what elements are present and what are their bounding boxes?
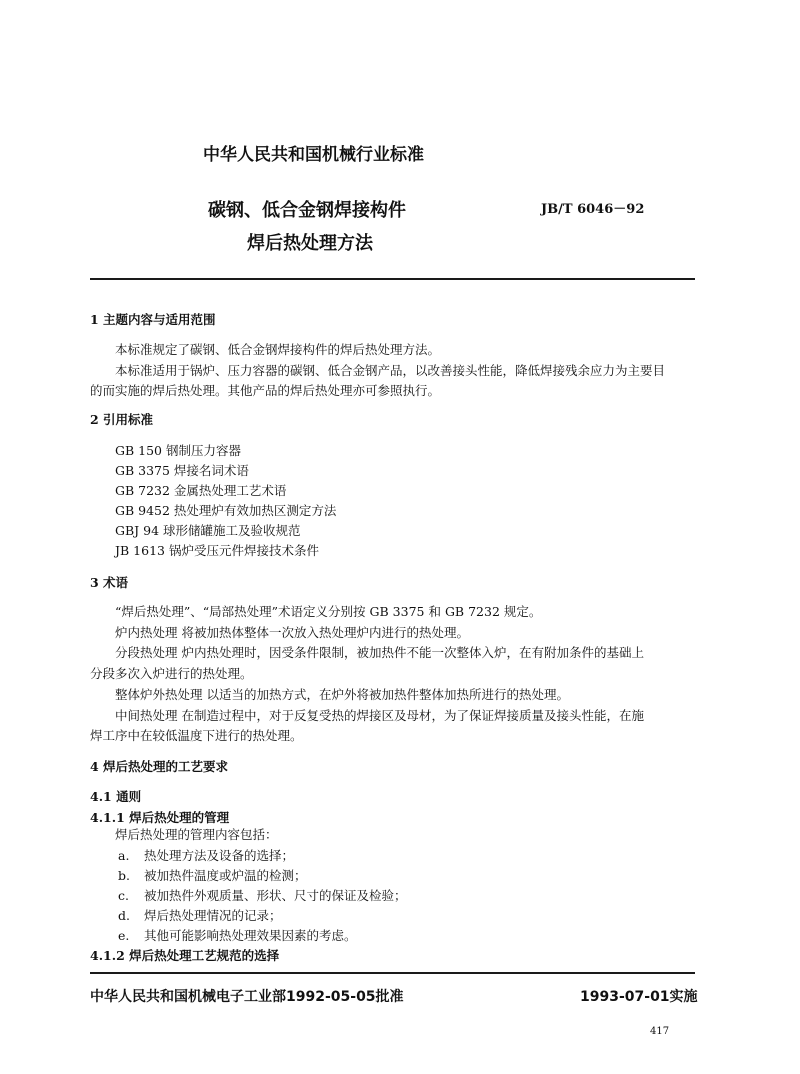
section-4-1-heading: 4.1 通则 bbox=[90, 789, 142, 804]
term-definition: “焊后热处理”、“局部热处理”术语定义分别按 GB 3375 和 GB 7232 规定。 bbox=[115, 604, 542, 619]
section-4-1-2-heading: 4.1.2 焊后热处理工艺规范的选择 bbox=[90, 948, 280, 963]
footer-divider bbox=[90, 972, 695, 974]
section-1-paragraph-2b: 的而实施的焊后热处理。其他产品的焊后热处理亦可参照执行。 bbox=[90, 383, 441, 398]
list-item-text: 被加热件温度或炉温的检测； bbox=[144, 868, 307, 883]
section-4-1-1-heading: 4.1.1 焊后热处理的管理 bbox=[90, 810, 230, 825]
list-item-mark: b. bbox=[118, 868, 130, 883]
term-definition: 分段热处理 炉内热处理时，因受条件限制，被加热件不能一次整体入炉，在有附加条件的基础上 bbox=[115, 645, 644, 660]
reference-item: JB 1613 锅炉受压元件焊接技术条件 bbox=[115, 543, 319, 558]
document-title-line2: 焊后热处理方法 bbox=[247, 233, 373, 254]
approval-line: 中华人民共和国机械电子工业部1992-05-05批准 bbox=[90, 989, 404, 1005]
effective-date: 1993-07-01实施 bbox=[580, 989, 698, 1005]
industry-standard-title: 中华人民共和国机械行业标准 bbox=[203, 145, 424, 165]
term-definition: 焊工序中在较低温度下进行的热处理。 bbox=[90, 728, 303, 743]
document-title-line1: 碳钢、低合金钢焊接构件 bbox=[208, 200, 406, 221]
term-definition: 中间热处理 在制造过程中，对于反复受热的焊接区及母材，为了保证焊接质量及接头性能，在施 bbox=[115, 708, 644, 723]
list-item-mark: e. bbox=[118, 928, 130, 943]
section-3-heading: 3 术语 bbox=[90, 575, 129, 590]
reference-item: GB 3375 焊接名词术语 bbox=[115, 463, 249, 478]
list-item-mark: d. bbox=[118, 908, 130, 923]
term-definition: 分段多次入炉进行的热处理。 bbox=[90, 666, 253, 681]
header-divider bbox=[90, 278, 695, 280]
reference-item: GB 150 钢制压力容器 bbox=[115, 443, 241, 458]
list-item-mark: c. bbox=[118, 888, 129, 903]
list-item-text: 被加热件外观质量、形状、尺寸的保证及检验； bbox=[144, 888, 407, 903]
section-1-paragraph-2a: 本标准适用于锅炉、压力容器的碳钢、低合金钢产品，以改善接头性能，降低焊接残余应力为主要目 bbox=[115, 363, 666, 378]
management-intro: 焊后热处理的管理内容包括： bbox=[115, 827, 278, 842]
section-4-heading: 4 焊后热处理的工艺要求 bbox=[90, 759, 229, 774]
section-1-heading: 1 主题内容与适用范围 bbox=[90, 312, 216, 327]
standard-code: JB/T 6046－92 bbox=[541, 202, 645, 217]
list-item-text: 热处理方法及设备的选择； bbox=[144, 848, 295, 863]
list-item-text: 焊后热处理情况的记录； bbox=[144, 908, 282, 923]
term-definition: 整体炉外热处理 以适当的加热方式，在炉外将被加热件整体加热所进行的热处理。 bbox=[115, 687, 569, 702]
list-item-mark: a. bbox=[118, 848, 130, 863]
reference-item: GBJ 94 球形储罐施工及验收规范 bbox=[115, 523, 301, 538]
reference-item: GB 7232 金属热处理工艺术语 bbox=[115, 483, 287, 498]
reference-item: GB 9452 热处理炉有效加热区测定方法 bbox=[115, 503, 337, 518]
section-2-heading: 2 引用标准 bbox=[90, 412, 154, 427]
list-item-text: 其他可能影响热处理效果因素的考虑。 bbox=[144, 928, 357, 943]
section-1-paragraph-1: 本标准规定了碳钢、低合金钢焊接构件的焊后热处理方法。 bbox=[115, 342, 441, 357]
term-definition: 炉内热处理 将被加热体整体一次放入热处理炉内进行的热处理。 bbox=[115, 625, 469, 640]
page-number: 417 bbox=[650, 1026, 670, 1037]
